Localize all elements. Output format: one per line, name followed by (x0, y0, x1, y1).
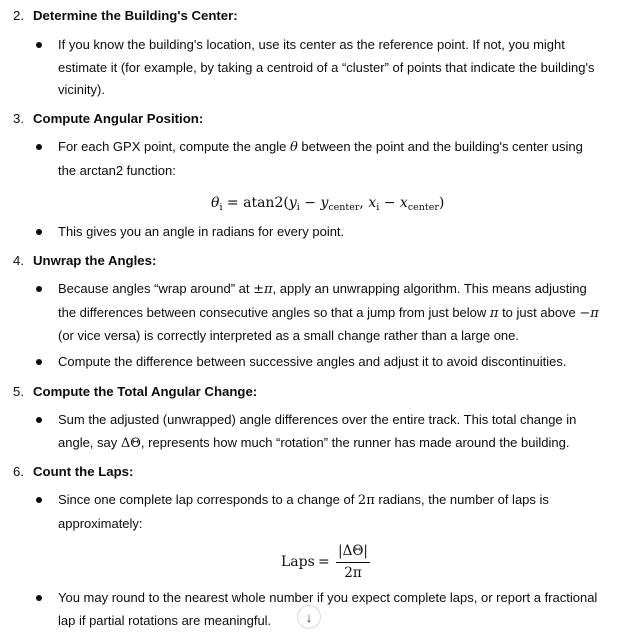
bullet-dot (36, 42, 42, 48)
step-title: Determine the Building's Center: (33, 8, 238, 23)
text-line: estimate it (for example, by taking a centroid of a “cluster” of points that indicate the building's (58, 59, 595, 75)
bullet-dot (36, 359, 42, 365)
bullet-dot (36, 286, 42, 292)
step-number: 2. (13, 8, 24, 23)
theta-symbol: θ (289, 140, 298, 155)
scroll-to-bottom-button[interactable] (297, 605, 321, 629)
text-line: For each GPX point, compute the angle θ between the point and the building's center using (58, 139, 583, 155)
text-line: You may round to the nearest whole number if you expect complete laps, or report a fractional (58, 590, 598, 605)
arrow-down-icon: ↓ (305, 609, 313, 625)
text-line: Since one complete lap corresponds to a change of 2π radians, the number of laps is (58, 492, 549, 508)
text-line: If you know the building's location, use its center as the reference point. If not, you might (58, 37, 565, 52)
bullet-text (58, 278, 618, 348)
bullet-dot (36, 144, 42, 150)
bullet-text (58, 136, 618, 182)
text-line: approximately: (58, 515, 143, 531)
bullet-text (58, 409, 618, 455)
bullet-text (58, 221, 618, 244)
bullet-dot (36, 497, 42, 503)
bullet-dot (36, 417, 42, 423)
text-line: Because angles “wrap around” at ±π, apply an unwrapping algorithm. This means adjusting (58, 281, 587, 297)
step-number: 6. (13, 464, 24, 479)
step-number: 4. (13, 253, 24, 268)
bullet-dot (36, 229, 42, 235)
text-line: the differences between consecutive angles so that a jump from just below π to just above −π (58, 304, 599, 321)
step-title: Compute Angular Position: (33, 111, 204, 126)
bullet-dot (36, 595, 42, 601)
bullet-text (58, 489, 618, 535)
laps-label: Laps (281, 554, 315, 570)
text-line: the arctan2 function: (58, 162, 176, 178)
fraction-denominator: 2π (344, 565, 362, 581)
text-line: lap if partial rotations are meaningful. (58, 612, 272, 628)
step-title: Compute the Total Angular Change: (33, 384, 258, 399)
step-title: Count the Laps: (33, 464, 134, 479)
step-number: 5. (13, 384, 24, 399)
text-line: angle, say ΔΘ, represents how much “rotation” the runner has made around the building. (58, 434, 570, 451)
bullet-text (58, 587, 603, 632)
bullet-text (58, 351, 618, 374)
text-line: Compute the difference between successive angles and adjust it to avoid discontinuities. (58, 354, 567, 369)
equals-sign: = (318, 554, 330, 570)
text-line: vicinity). (58, 82, 105, 97)
step-number: 3. (13, 111, 24, 126)
text-line: (or vice versa) is correctly interpreted as a small change rather than a large one. (58, 328, 519, 343)
bullet-text (58, 34, 618, 102)
text-line: Sum the adjusted (unwrapped) angle differences over the entire track. This total change in (58, 412, 577, 427)
atan2-equation: $\theta_i = atan2(y_i - y_{center}$, $x_i - x_{center}$) (211, 195, 445, 213)
text-line: This gives you an angle in radians for every point. (58, 224, 345, 239)
fraction-bar (336, 562, 370, 563)
step-title: Unwrap the Angles: (33, 253, 157, 268)
fraction-numerator: |ΔΘ| (338, 543, 368, 559)
